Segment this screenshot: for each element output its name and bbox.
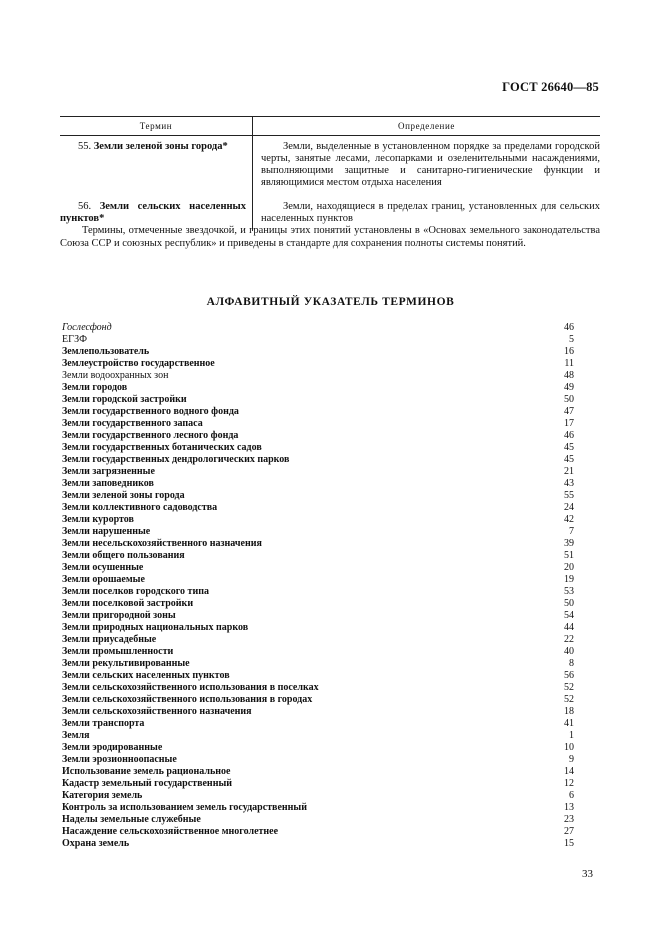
list-item	[62, 766, 574, 778]
index-term-number: 55	[564, 490, 574, 501]
list-item	[62, 574, 574, 586]
index-term: Земли поселковой застройки	[62, 598, 194, 609]
list-item	[62, 598, 574, 610]
list-item	[62, 778, 574, 790]
list-item	[62, 622, 574, 634]
index-term: Земли заповедников	[62, 478, 154, 489]
index-term-number: 45	[564, 454, 574, 465]
index-term: Земли сельскохозяйственного использования в поселках	[62, 682, 319, 693]
list-item	[62, 646, 574, 658]
index-term: Земли природных национальных парков	[62, 622, 249, 633]
index-term: Земли орошаемые	[62, 574, 145, 585]
index-term-number: 6	[569, 790, 574, 801]
list-item	[62, 490, 574, 502]
list-item	[62, 334, 574, 346]
index-term: Кадастр земельный государственный	[62, 778, 233, 789]
index-term: Земли транспорта	[62, 718, 145, 729]
list-item	[62, 538, 574, 550]
index-term: Земли общего пользования	[62, 550, 185, 561]
index-term: Земли государственного запаса	[62, 418, 203, 429]
index-term: Земли поселков городского типа	[62, 586, 209, 597]
index-term: Земли зеленой зоны города	[62, 490, 185, 501]
index-term: Земли коллективного садоводства	[62, 502, 218, 513]
index-term-number: 7	[569, 526, 574, 537]
term-text: Земли сельских населенных пунктов*	[60, 201, 246, 224]
index-term: Земли нарушенные	[62, 526, 151, 537]
index-term: Земли пригородной зоны	[62, 610, 176, 621]
list-item	[62, 394, 574, 406]
index-term-number: 1	[569, 730, 574, 741]
list-item	[62, 370, 574, 382]
index-term: Насаждение сельскохозяйственное многолетнее	[62, 826, 279, 837]
index-term: Земля	[62, 730, 90, 741]
index-term-number: 48	[564, 370, 574, 381]
index-term-number: 24	[564, 502, 574, 513]
list-item	[62, 382, 574, 394]
index-term: Земли городской застройки	[62, 394, 187, 405]
term-cell	[60, 136, 253, 202]
list-item	[62, 730, 574, 742]
index-term: Земли промышленности	[62, 646, 174, 657]
list-item	[62, 562, 574, 574]
index-term: Земли эрозионноопасные	[62, 754, 177, 765]
page-number: 33	[582, 868, 593, 880]
table-row	[60, 136, 600, 202]
list-item	[62, 442, 574, 454]
index-term-number: 19	[564, 574, 574, 585]
index-term: Земли рекультивированные	[62, 658, 190, 669]
index-term: Земли приусадебные	[62, 634, 157, 645]
index-term: Земли государственного водного фонда	[62, 406, 239, 417]
index-term-number: 47	[564, 406, 574, 417]
index-term-number: 54	[564, 610, 574, 621]
index-term-number: 53	[564, 586, 574, 597]
index-term-number: 21	[564, 466, 574, 477]
table-header-row	[60, 117, 600, 136]
index-term: Землепользователь	[62, 346, 150, 357]
index-term: Земли загрязненные	[62, 466, 155, 477]
index-term-number: 44	[564, 622, 574, 633]
list-item	[62, 670, 574, 682]
term-number: 56.	[78, 201, 92, 212]
index-term-number: 50	[564, 394, 574, 405]
index-term: ЕГЗФ	[62, 334, 88, 345]
index-term: Охрана земель	[62, 838, 130, 849]
list-item	[62, 814, 574, 826]
term-number: 55.	[78, 141, 92, 152]
index-term: Земли курортов	[62, 514, 134, 525]
list-item	[62, 502, 574, 514]
index-term-number: 50	[564, 598, 574, 609]
list-item	[62, 634, 574, 646]
index-term: Контроль за использованием земель государственный	[62, 802, 307, 813]
list-item	[62, 322, 574, 334]
list-item	[62, 406, 574, 418]
list-item	[62, 718, 574, 730]
list-item	[62, 610, 574, 622]
standard-code-header: ГОСТ 26640—85	[502, 80, 599, 94]
list-item	[62, 550, 574, 562]
terms-definitions-table	[60, 116, 600, 231]
list-item	[62, 838, 574, 850]
index-term: Земли государственных ботанических садов	[62, 442, 262, 453]
footnote-paragraph: Термины, отмеченные звездочкой, и границы этих понятий установлены в «Основах земельного законодательства Союза ССР и союзных республик» и приведены в стандарте для сохранения полноты системы понятий.	[60, 225, 600, 249]
index-term-number: 9	[569, 754, 574, 765]
index-term-number: 8	[569, 658, 574, 669]
list-item	[62, 358, 574, 370]
index-term: Использование земель рациональное	[62, 766, 231, 777]
index-term-number: 41	[564, 718, 574, 729]
index-term: Земли городов	[62, 382, 128, 393]
list-item	[62, 706, 574, 718]
list-item	[62, 694, 574, 706]
index-term-number: 18	[564, 706, 574, 717]
index-term-number: 12	[564, 778, 574, 789]
list-item	[62, 478, 574, 490]
list-item	[62, 514, 574, 526]
index-term-number: 52	[564, 694, 574, 705]
index-term-number: 49	[564, 382, 574, 393]
index-term: Земли водоохранных зон	[62, 370, 169, 381]
list-item	[62, 742, 574, 754]
definition-cell: Земли, выделенные в установленном порядке за пределами городской черты, занятые лесами, лесопарками и озеленительными насаждениями, выполняющими защитные и санитарно-гигиенические функции и являющимися местом отдыха населения	[261, 141, 600, 188]
list-item	[62, 526, 574, 538]
index-term-number: 27	[564, 826, 574, 837]
alphabetical-index-list	[62, 322, 574, 850]
index-term-number: 13	[564, 802, 574, 813]
index-term: Земли сельских населенных пунктов	[62, 670, 230, 681]
index-term-number: 40	[564, 646, 574, 657]
index-term: Земли несельскохозяйственного назначения	[62, 538, 262, 549]
index-term: Земли осушенные	[62, 562, 144, 573]
list-item	[62, 418, 574, 430]
index-title: АЛФАВИТНЫЙ УКАЗАТЕЛЬ ТЕРМИНОВ	[206, 296, 455, 308]
list-item	[62, 346, 574, 358]
index-term: Земли сельскохозяйственного назначения	[62, 706, 252, 717]
index-term-number: 22	[564, 634, 574, 645]
index-term-number: 46	[564, 322, 574, 333]
list-item	[62, 454, 574, 466]
index-term: Земли сельскохозяйственного использования в городах	[62, 694, 313, 705]
list-item	[62, 790, 574, 802]
index-term-number: 11	[564, 358, 574, 369]
index-term-number: 45	[564, 442, 574, 453]
index-term-number: 14	[564, 766, 574, 777]
list-item	[62, 466, 574, 478]
index-term-number: 51	[564, 550, 574, 561]
index-term-number: 16	[564, 346, 574, 357]
term-column-header: Термин	[60, 117, 253, 136]
list-item	[62, 586, 574, 598]
index-term-number: 15	[564, 838, 574, 849]
index-term-number: 52	[564, 682, 574, 693]
index-term: Земли эродированные	[62, 742, 163, 753]
list-item	[62, 430, 574, 442]
definition-column-header: Определение	[253, 117, 601, 136]
index-term-number: 17	[564, 418, 574, 429]
list-item	[62, 754, 574, 766]
term-text: Земли зеленой зоны города*	[93, 141, 228, 152]
index-term-number: 39	[564, 538, 574, 549]
index-term-number: 46	[564, 430, 574, 441]
index-term: Земли государственных дендрологических парков	[62, 454, 290, 465]
index-term: Земли государственного лесного фонда	[62, 430, 239, 441]
index-term-number: 56	[564, 670, 574, 681]
index-term-number: 42	[564, 514, 574, 525]
index-term-number: 10	[564, 742, 574, 753]
index-term: Наделы земельные служебные	[62, 814, 201, 825]
index-term-number: 5	[569, 334, 574, 345]
index-term: Категория земель	[62, 790, 143, 801]
definition-cell: Земли, находящиеся в пределах границ, установленных для сельских населенных пунктов	[261, 201, 600, 224]
list-item	[62, 658, 574, 670]
index-term-number: 23	[564, 814, 574, 825]
list-item	[62, 682, 574, 694]
list-item	[62, 802, 574, 814]
index-term: Гослесфонд	[62, 322, 112, 333]
list-item	[62, 826, 574, 838]
index-term-number: 20	[564, 562, 574, 573]
index-term-number: 43	[564, 478, 574, 489]
index-term: Землеустройство государственное	[62, 358, 215, 369]
